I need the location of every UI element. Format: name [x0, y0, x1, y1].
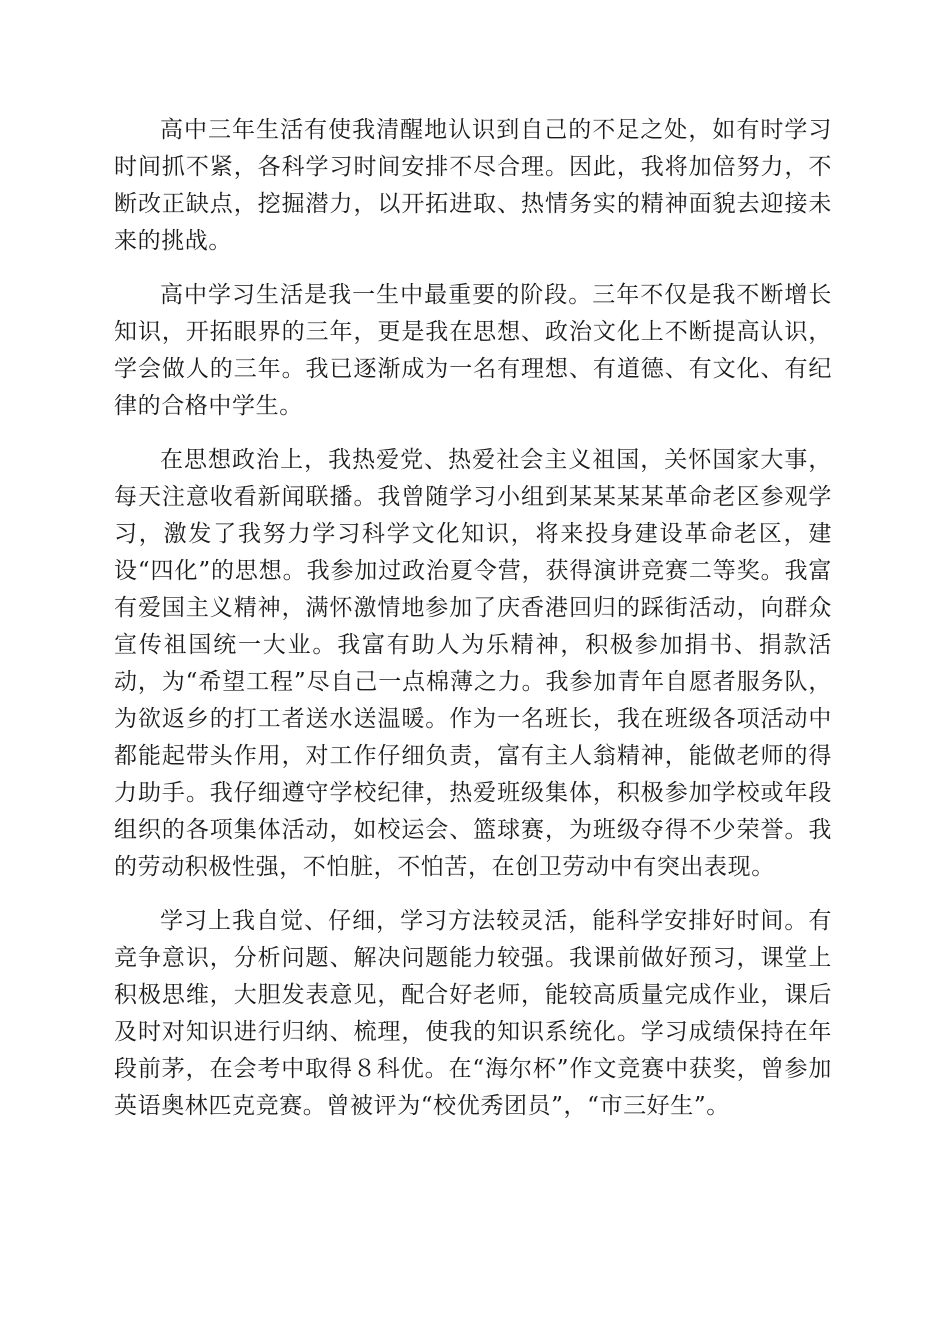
paragraph-2: 高中学习生活是我一生中最重要的阶段。三年不仅是我不断增长知识，开拓眼界的三年，更是我在思想、政治文化上不断提高认识，学会做人的三年。我已逐渐成为一名有理想、有道德、有文化、有纪律的合格中学生。: [114, 282, 832, 419]
paragraph-1: 高中三年生活有使我清醒地认识到自己的不足之处，如有时学习时间抓不紧，各科学习时间安排不尽合理。因此，我将加倍努力，不断改正缺点，挖掘潜力，以开拓进取、热情务实的精神面貌去迎接未来的挑战。: [114, 117, 832, 254]
paragraph-3: 在思想政治上，我热爱党、热爱社会主义祖国，关怀国家大事，每天注意收看新闻联播。我曾随学习小组到某某某某革命老区参观学习，激发了我努力学习科学文化知识，将来投身建设革命老区，建设“四化”的思想。我参加过政治夏令营，获得演讲竞赛二等奖。我富有爱国主义精神，满怀激情地参加了庆香港回归的踩街活动，向群众宣传祖国统一大业。我富有助人为乐精神，积极参加捐书、捐款活动，为“希望工程”尽自己一点棉薄之力。我参加青年自愿者服务队，为欲返乡的打工者送水送温暖。作为一名班长，我在班级各项活动中都能起带头作用，对工作仔细负责，富有主人翁精神，能做老师的得力助手。我仔细遵守学校纪律，热爱班级集体，积极参加学校或年段组织的各项集体活动，如校运会、篮球赛，为班级夺得不少荣誉。我的劳动积极性强，不怕脏，不怕苦，在创卫劳动中有突出表现。: [114, 447, 832, 880]
paragraph-4: 学习上我自觉、仔细，学习方法较灵活，能科学安排好时间。有竞争意识，分析问题、解决问题能力较强。我课前做好预习，课堂上积极思维，大胆发表意见，配合好老师，能较高质量完成作业，课后及时对知识进行归纳、梳理，使我的知识系统化。学习成绩保持在年段前茅，在会考中取得８科优。在“海尔杯”作文竞赛中获奖，曾参加英语奥林匹克竞赛。曾被评为“校优秀团员”，“市三好生”。: [114, 908, 832, 1119]
document-body: [114, 112, 832, 1142]
